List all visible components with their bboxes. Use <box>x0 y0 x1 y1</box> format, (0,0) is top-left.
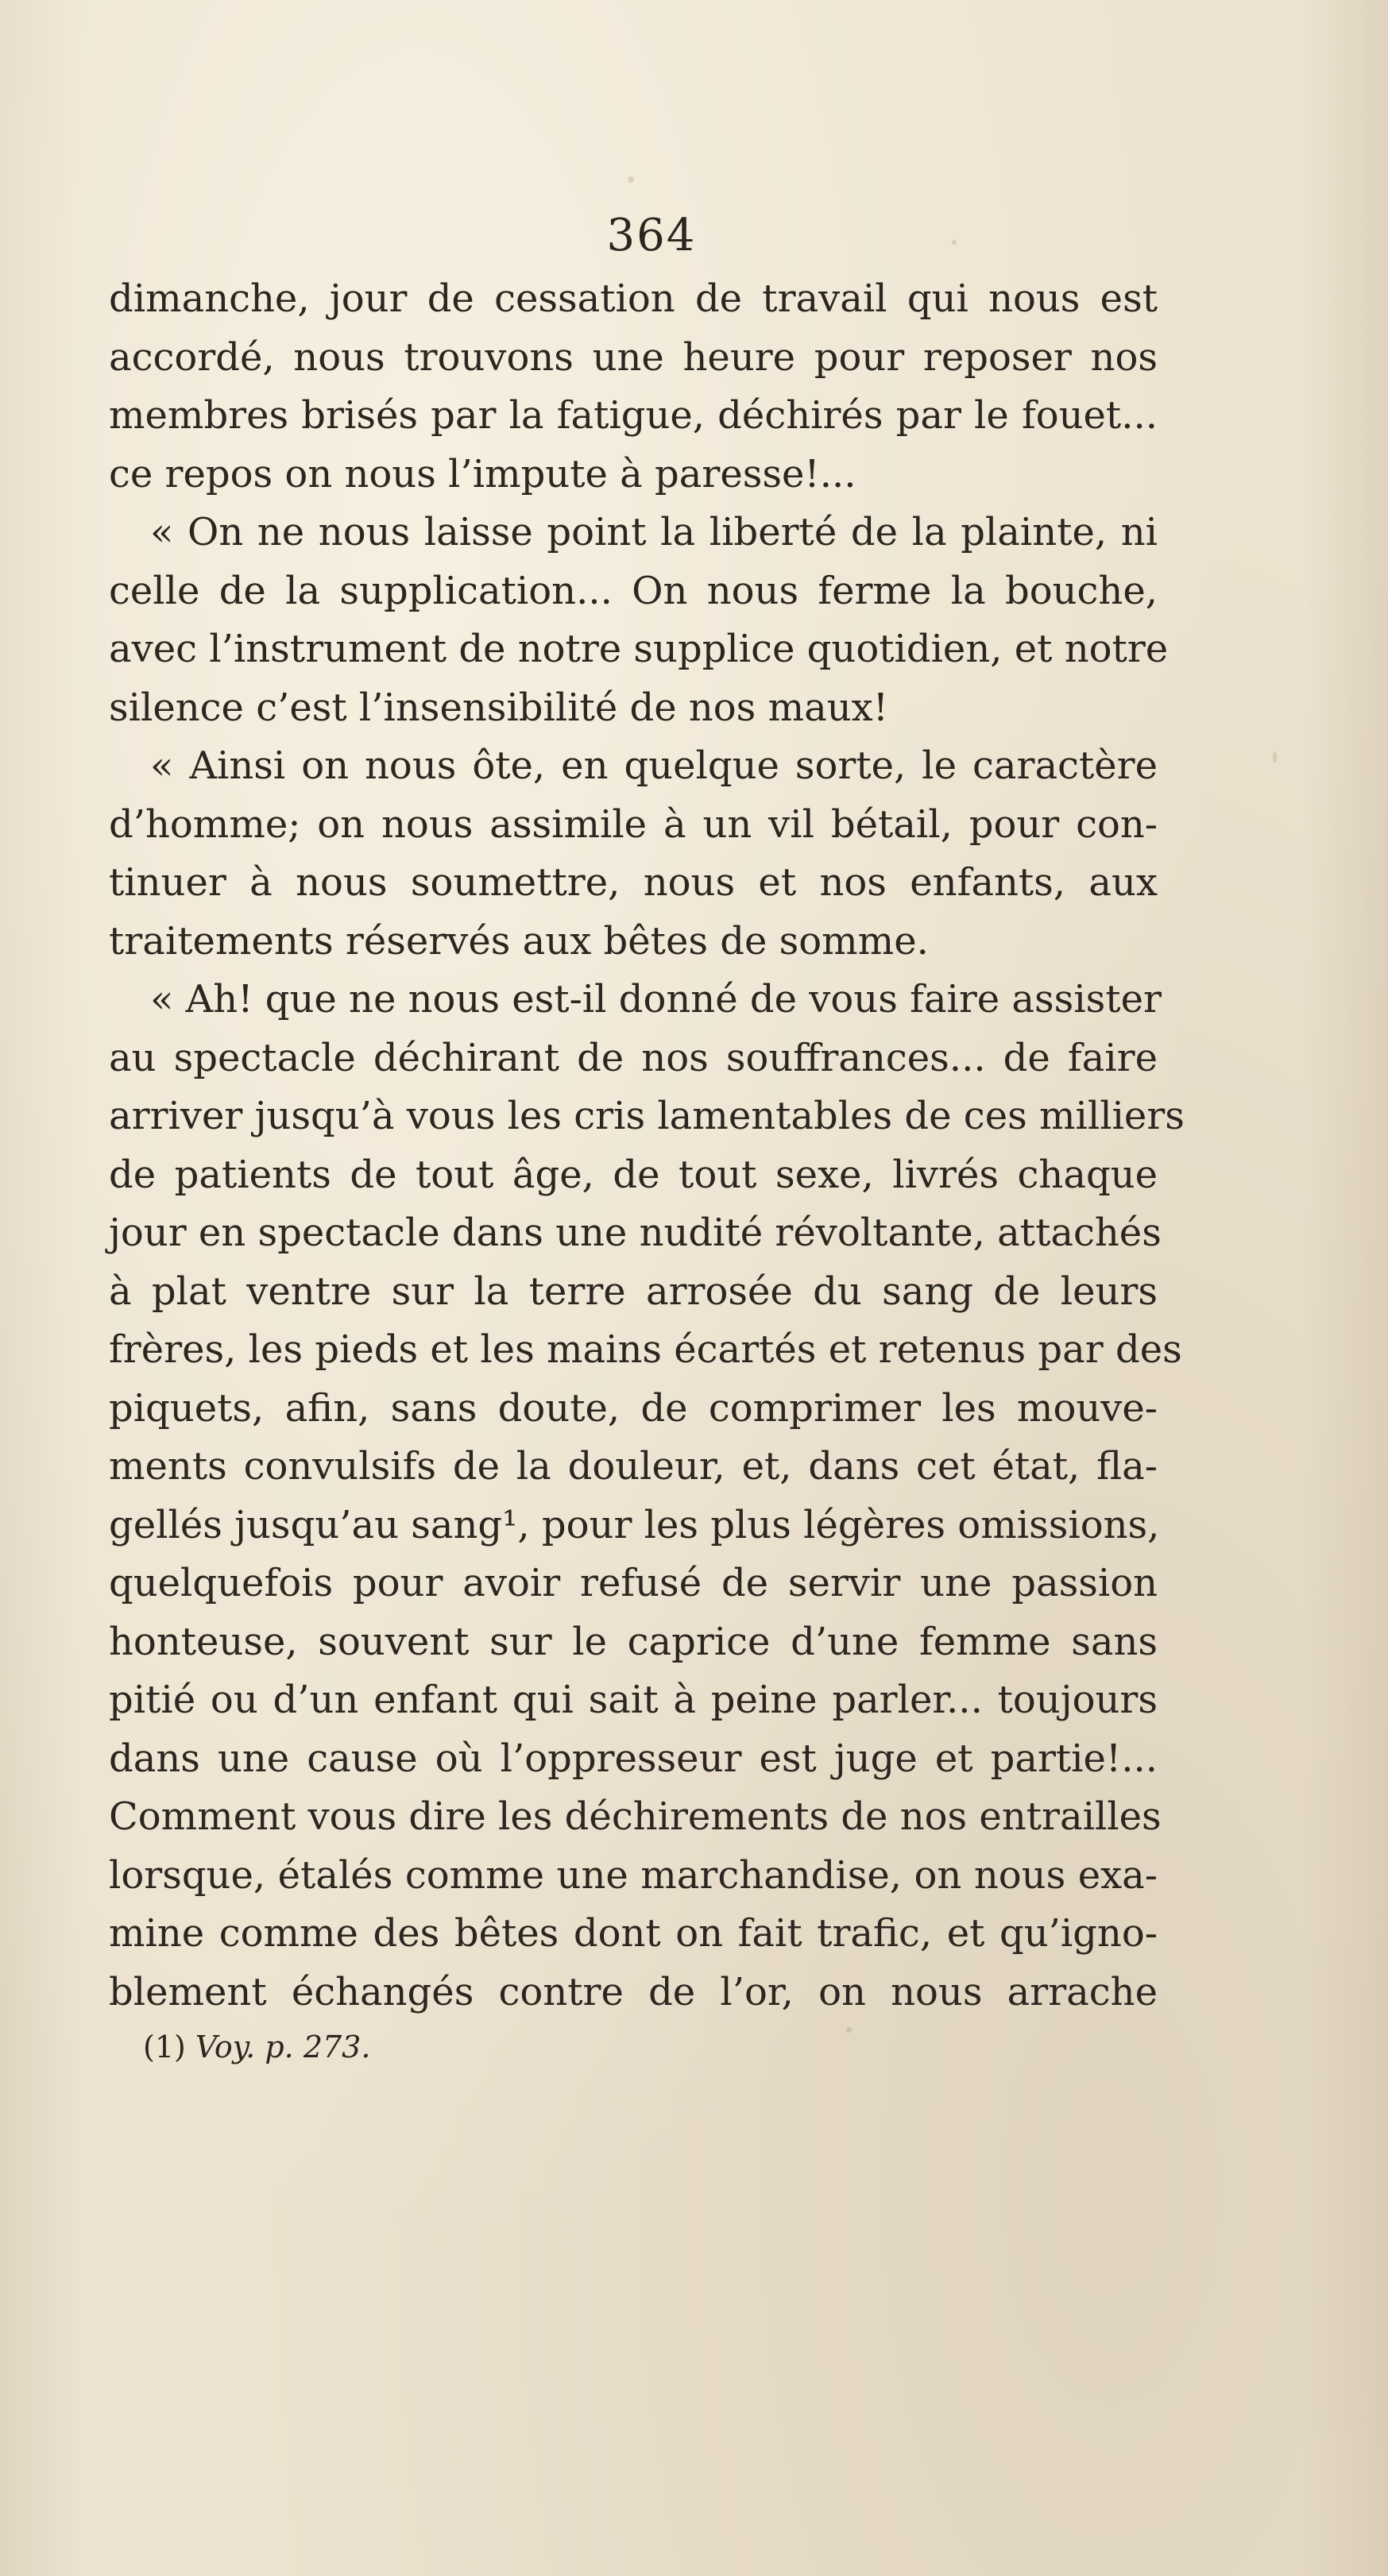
text-line: ments convulsifs de la douleur, et, dans cet état, fla- <box>109 1444 1158 1489</box>
text-line: membres brisés par la fatigue, déchirés par le fouet... <box>109 393 1158 438</box>
text-line: Comment vous dire les déchirements de nos entrailles <box>109 1794 1162 1839</box>
text-line: dans une cause où l’oppresseur est juge et partie!... <box>109 1736 1158 1781</box>
body-text <box>109 270 1185 2022</box>
text-line: pitié ou d’un enfant qui sait à peine parler... toujours <box>109 1678 1158 1722</box>
footnote-reference: Voy. p. 273. <box>195 2030 371 2064</box>
paragraph <box>109 971 1185 2022</box>
text-line: au spectacle déchirant de nos souffrances... de faire <box>109 1035 1158 1080</box>
text-line: lorsque, étalés comme une marchandise, on nous exa- <box>109 1852 1158 1898</box>
text-line: piquets, afin, sans doute, de comprimer les mouve- <box>109 1385 1158 1431</box>
text-line: arriver jusqu’à vous les cris lamentables de ces milliers <box>109 1094 1185 1138</box>
text-line: traitements réservés aux bêtes de somme. <box>109 918 929 964</box>
paper-speck <box>1273 751 1277 763</box>
footnote-marker: (1) <box>143 2030 186 2064</box>
paragraph <box>109 504 1169 737</box>
text-line: d’homme; on nous assimile à un vil bétail, pour con- <box>109 801 1158 847</box>
text-line: « Ah! que ne nous est-il donné de vous faire assister <box>150 977 1162 1022</box>
text-line: gellés jusqu’au sang¹, pour les plus légères omissions, <box>109 1502 1160 1547</box>
text-line: blement échangés contre de l’or, on nous arrache <box>109 1969 1158 2014</box>
text-line: « Ainsi on nous ôte, en quelque sorte, le caractère <box>150 743 1158 788</box>
text-line: dimanche, jour de cessation de travail qui nous est <box>109 276 1158 321</box>
paper-speck <box>846 2027 852 2033</box>
text-line: ce repos on nous l’impute à paresse!... <box>109 451 856 496</box>
text-line: accordé, nous trouvons une heure pour reposer nos <box>109 334 1158 380</box>
paper-speck <box>628 176 634 183</box>
paragraph <box>109 737 1158 971</box>
text-line: honteuse, souvent sur le caprice d’une femme sans <box>109 1619 1158 1664</box>
text-line: jour en spectacle dans une nudité révoltante, attachés <box>109 1211 1162 1255</box>
text-line: avec l’instrument de notre supplice quotidien, et notre <box>109 627 1169 671</box>
text-line: à plat ventre sur la terre arrosée du sang de leurs <box>109 1269 1158 1314</box>
text-line: « On ne nous laisse point la liberté de la plainte, ni <box>150 510 1158 554</box>
text-line: frères, les pieds et les mains écartés et retenus par des <box>109 1327 1182 1372</box>
text-line: silence c’est l’insensibilité de nos maux! <box>109 685 888 730</box>
footnote <box>143 2027 370 2067</box>
page-number: 364 <box>606 210 697 261</box>
paragraph <box>109 270 1158 504</box>
text-line: celle de la supplication... On nous ferme la bouche, <box>109 568 1158 613</box>
text-line: de patients de tout âge, de tout sexe, livrés chaque <box>109 1152 1158 1197</box>
text-line: mine comme des bêtes dont on fait trafic, et qu’igno- <box>109 1911 1158 1956</box>
text-line: quelquefois pour avoir refusé de servir une passion <box>109 1561 1158 1605</box>
text-line: tinuer à nous soumettre, nous et nos enfants, aux <box>109 860 1158 905</box>
